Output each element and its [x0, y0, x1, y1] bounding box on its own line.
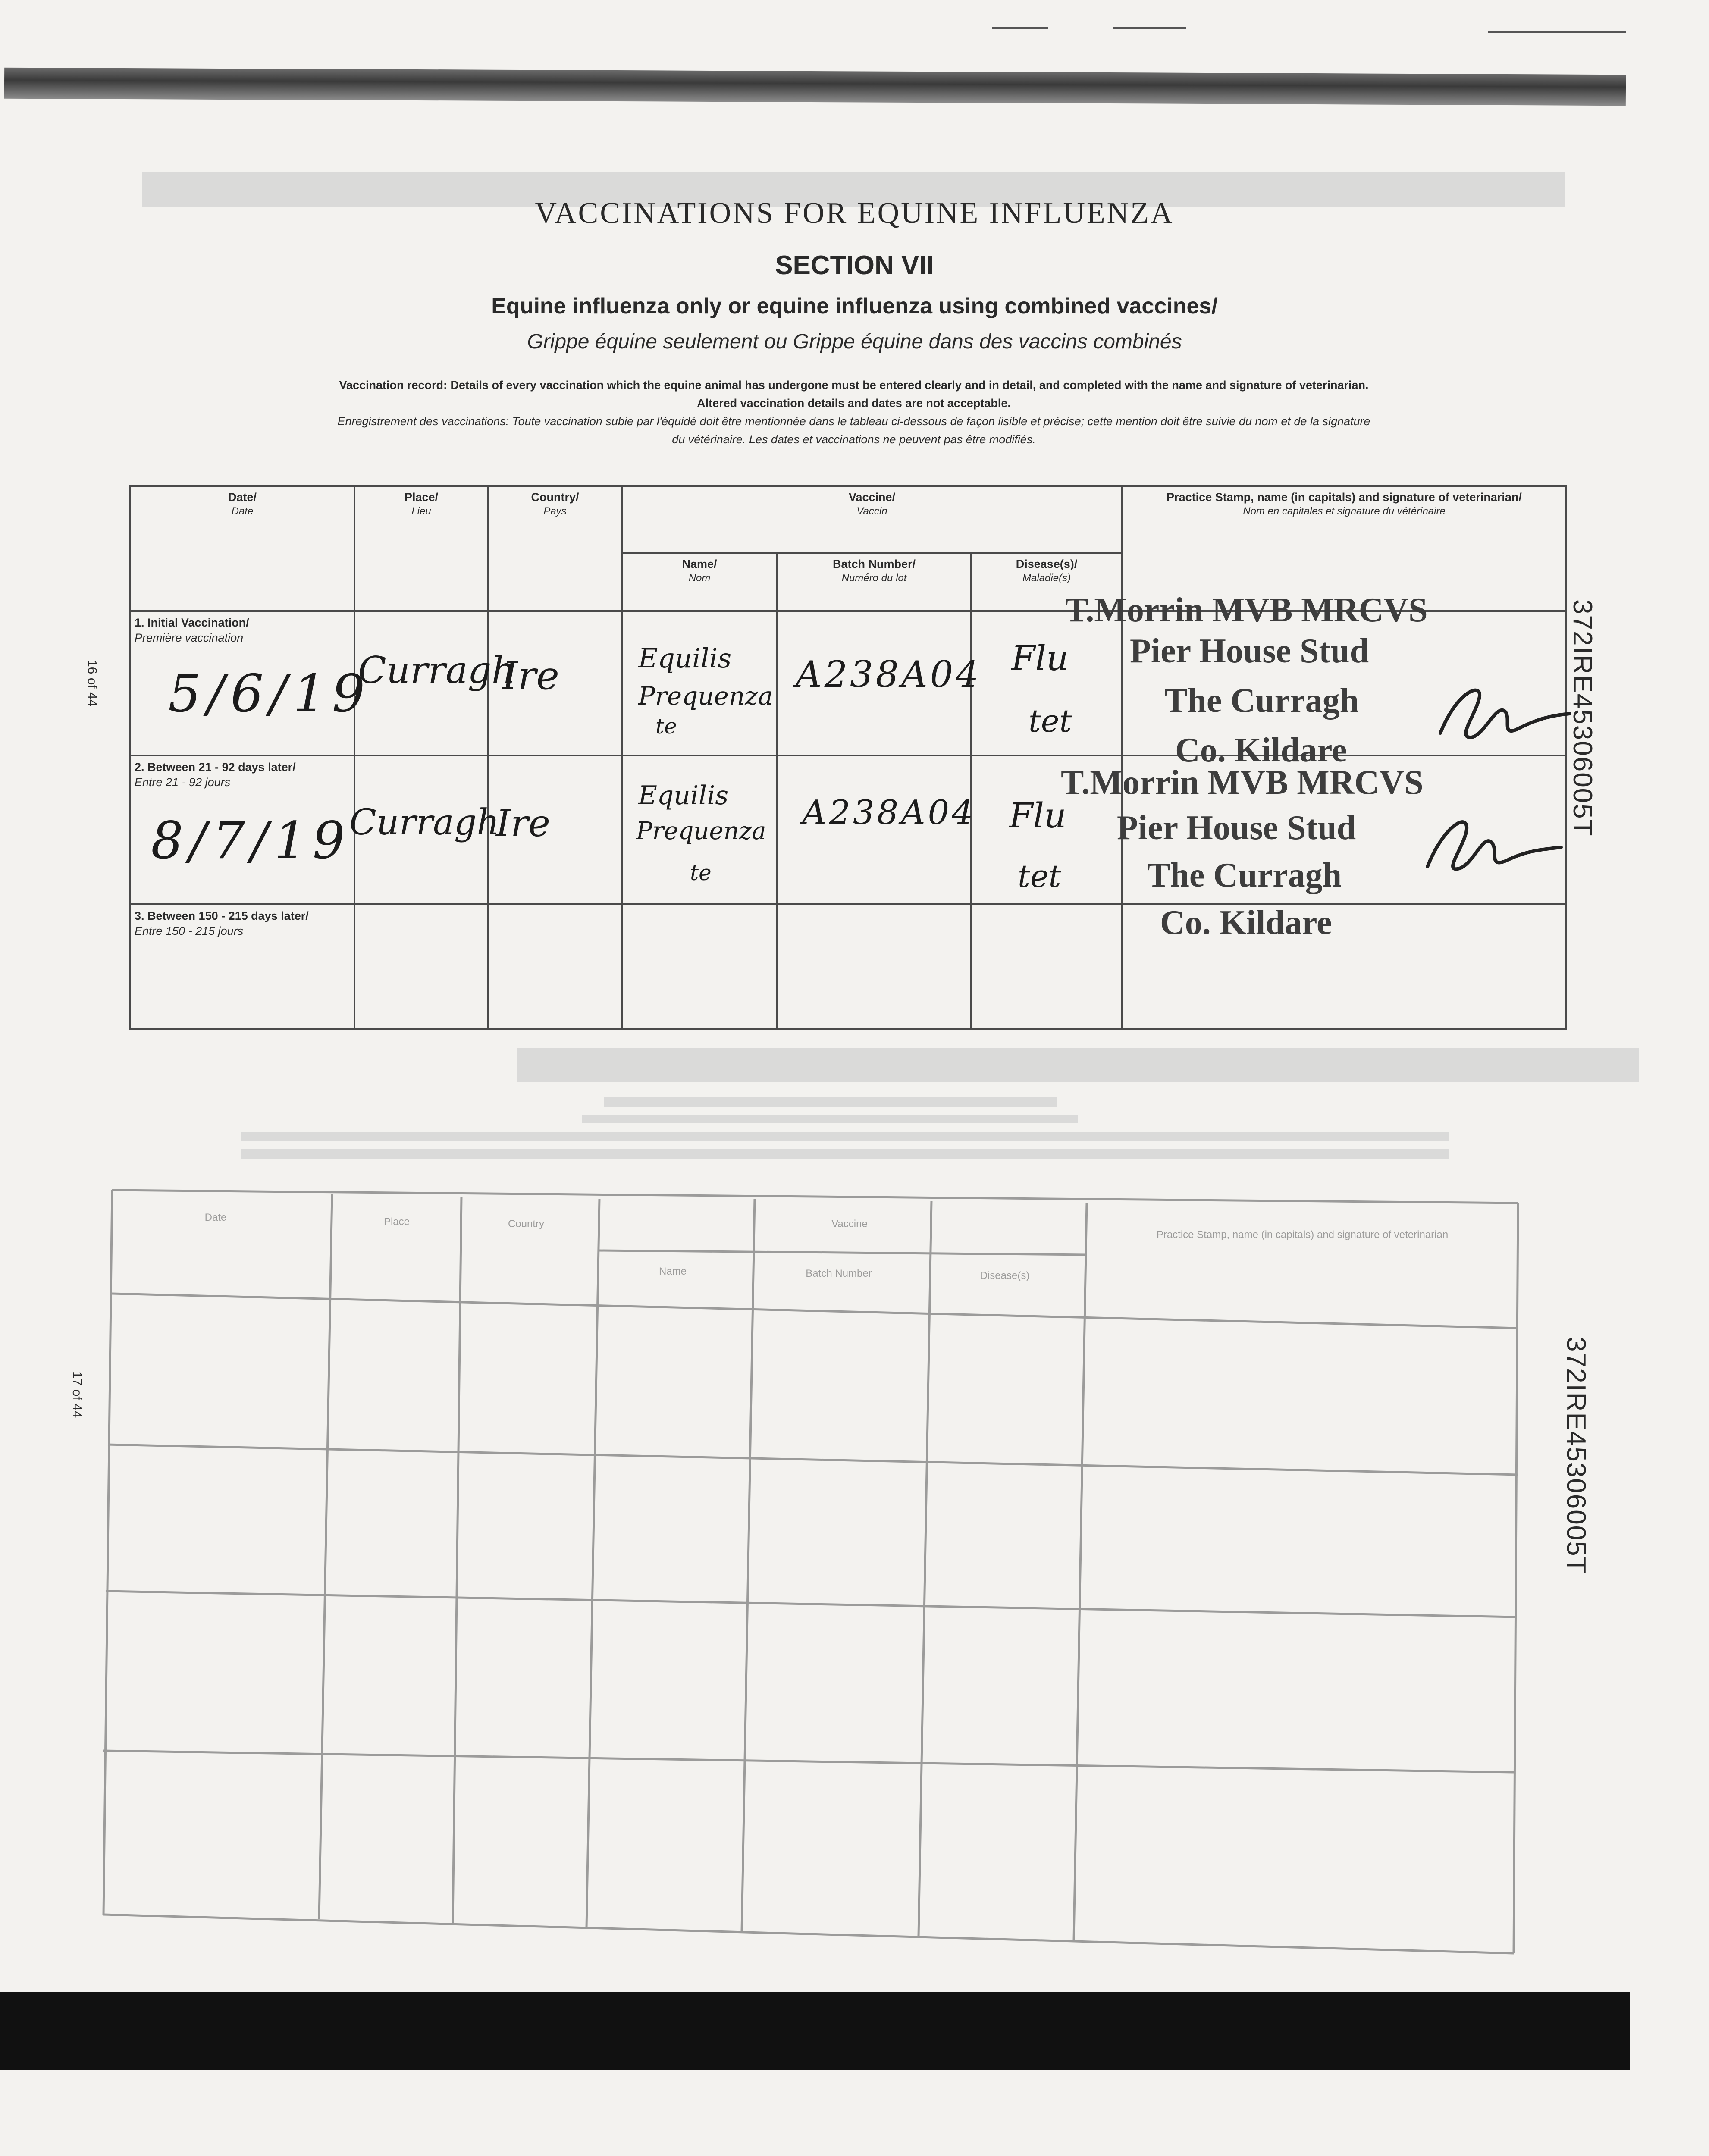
lower-header-name: Name — [659, 1266, 687, 1277]
practice-stamp-line: T.Morrin MVB MRCVS — [1065, 591, 1428, 629]
page-number-top: 16 of 44 — [85, 660, 99, 707]
note-en-line2: Altered vaccination details and dates are not acceptable. — [697, 397, 1011, 410]
vaccination-table — [129, 485, 1567, 1030]
lower-header-batch: Batch Number — [806, 1268, 872, 1279]
lower-header-vaccine: Vaccine — [831, 1218, 868, 1230]
handwritten-place: Curragh — [358, 649, 516, 692]
veterinarian-signature — [1432, 673, 1578, 750]
batch-cell — [777, 904, 971, 1029]
bleed-through — [604, 1097, 1057, 1107]
header-place: Place/ Lieu — [354, 486, 488, 611]
header-practice-stamp: Practice Stamp, name (in capitals) and signature of veterinarian/ Nom en capitales et signature du vétérinaire — [1122, 486, 1566, 611]
bleed-through — [241, 1132, 1449, 1141]
top-scan-bar — [4, 68, 1626, 106]
handwritten-batch: A238A04 — [802, 793, 976, 832]
veterinarian-signature — [1414, 802, 1570, 880]
header-batch-number: Batch Number/ Numéro du lot — [777, 553, 971, 611]
row-label: 1. Initial Vaccination/ Première vaccination — [130, 611, 354, 755]
header-date: Date/ Date — [130, 486, 354, 611]
section-heading: SECTION VII — [775, 251, 934, 280]
handwritten-disease: tet — [1018, 858, 1061, 894]
handwritten-disease: Flu — [1011, 638, 1069, 678]
note-fr-line1: Enregistrement des vaccinations: Toute vaccination subie par l'équidé doit être mentionnée dans le tableau ci-dessous de façon lisible et précise; cette mention doit être suivie du nom et de la signature — [337, 415, 1370, 428]
lower-header-country: Country — [508, 1218, 545, 1230]
page-number-bottom: 17 of 44 — [70, 1371, 84, 1418]
practice-stamp-line: Pier House Stud — [1130, 632, 1369, 670]
handwritten-date: 8/7/19 — [151, 811, 351, 870]
handwritten-vaccine-name: Equilis — [638, 780, 729, 811]
handwritten-vaccine-name: te — [690, 860, 712, 885]
handwritten-disease: Flu — [1009, 796, 1066, 836]
lower-header-disease: Disease(s) — [980, 1270, 1030, 1282]
name-cell — [622, 904, 777, 1029]
note-en-line1: Vaccination record: Details of every vaccination which the equine animal has undergone must be entered clearly and in detail, and completed with the name and signature of veterinarian. — [339, 379, 1369, 392]
lower-header-stamp: Practice Stamp, name (in capitals) and signature of veterinarian — [1156, 1229, 1449, 1241]
scan-mark — [1113, 27, 1186, 29]
practice-stamp-line: Pier House Stud — [1117, 809, 1356, 847]
practice-stamp-line: T.Morrin MVB MRCVS — [1061, 764, 1424, 802]
handwritten-vaccine-name: Prequenza — [636, 817, 766, 845]
subtitle-fr: Grippe équine seulement ou Grippe équine dans des vaccins combinés — [527, 330, 1182, 353]
row-label: 2. Between 21 - 92 days later/ Entre 21 - 92 jours — [130, 755, 354, 904]
header-vaccine-name: Name/ Nom — [622, 553, 777, 611]
disease-cell — [971, 904, 1122, 1029]
handwritten-batch: A238A04 — [796, 653, 981, 696]
handwritten-country: Ire — [496, 802, 550, 845]
lower-header-date: Date — [204, 1212, 227, 1223]
handwritten-country: Ire — [502, 653, 559, 699]
lower-header-place: Place — [383, 1216, 410, 1228]
bleed-through — [582, 1115, 1078, 1123]
bleed-through — [241, 1149, 1449, 1159]
table-row — [130, 904, 1566, 1029]
practice-stamp-line: The Curragh — [1147, 856, 1342, 894]
page-title: VACCINATIONS FOR EQUINE INFLUENZA — [535, 197, 1174, 230]
handwritten-disease: tet — [1029, 703, 1072, 739]
handwritten-place: Curragh — [349, 802, 500, 843]
header-vaccine: Vaccine/ Vaccin — [622, 486, 1122, 553]
handwritten-vaccine-name: Prequenza — [638, 681, 773, 711]
note-fr-line2: du vétérinaire. Les dates et vaccinations ne peuvent pas être modifiés. — [672, 433, 1036, 446]
subtitle-en: Equine influenza only or equine influenza using combined vaccines/ — [491, 294, 1218, 319]
bleed-through — [517, 1048, 1639, 1082]
passport-id-bottom: 372IRE45306005T — [1561, 1337, 1591, 1574]
practice-stamp-line: The Curragh — [1164, 682, 1359, 720]
header-diseases: Disease(s)/ Maladie(s) — [971, 553, 1122, 611]
country-cell — [488, 904, 622, 1029]
handwritten-vaccine-name: te — [655, 714, 677, 739]
place-cell — [354, 904, 488, 1029]
row-label: 3. Between 150 - 215 days later/ Entre 150 - 215 jours — [130, 904, 354, 1029]
scan-mark — [992, 27, 1048, 29]
bottom-scan-bar — [0, 1992, 1630, 2070]
practice-stamp-line: Co. Kildare — [1160, 904, 1332, 942]
header-country: Country/ Pays — [488, 486, 622, 611]
passport-id-top: 372IRE45306005T — [1568, 599, 1597, 837]
lower-table-grid — [95, 1186, 1540, 1958]
practice-stamp-line: Co. Kildare — [1175, 731, 1347, 769]
scan-mark — [1488, 31, 1626, 33]
handwritten-vaccine-name: Equilis — [638, 642, 732, 674]
lower-vaccination-table — [95, 1186, 1540, 1958]
handwritten-date: 5/6/19 — [168, 664, 371, 724]
